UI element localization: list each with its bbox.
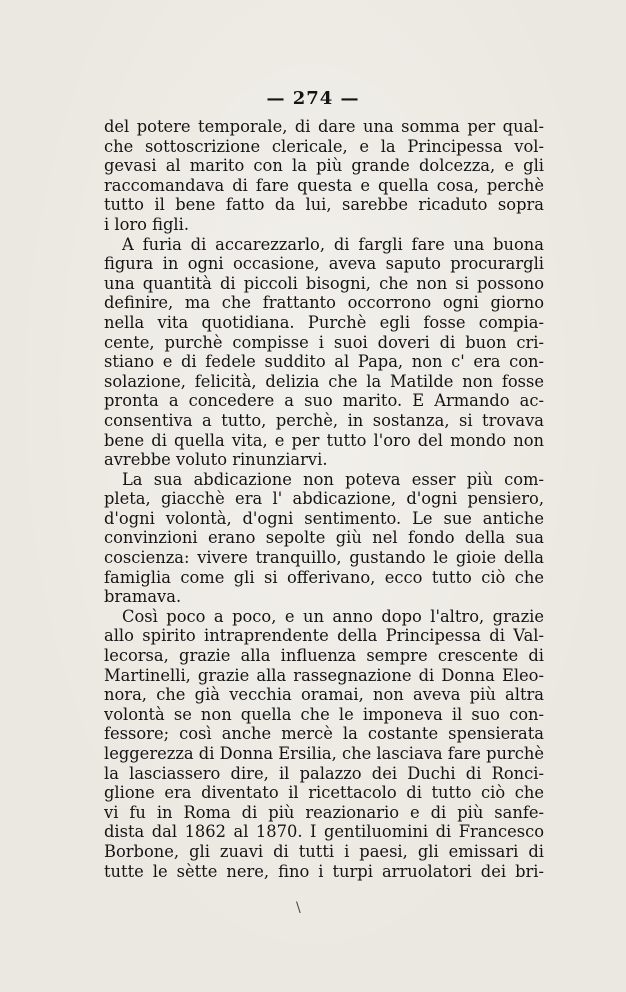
stray-ink-mark: \ bbox=[296, 900, 301, 916]
text-line: gevasi al marito con la più grande dolcezza, e gli bbox=[104, 156, 544, 176]
text-line: dista dal 1862 al 1870. I gentiluomini di Francesco bbox=[104, 822, 544, 842]
text-line: una quantità di piccoli bisogni, che non si possono bbox=[104, 273, 544, 293]
text-line: Borbone, gli zuavi di tutti i paesi, gli emissari di bbox=[104, 841, 544, 861]
text-line: d'ogni volontà, d'ogni sentimento. Le sue antiche bbox=[104, 508, 544, 528]
text-line: leggerezza di Donna Ersilia, che lasciava fare purchè bbox=[104, 744, 545, 763]
text-line: pronta a concedere a suo marito. E Armando ac- bbox=[104, 391, 544, 411]
text-line: cente, purchè compisse i suoi doveri di buon cri- bbox=[104, 332, 544, 352]
text-line: bene di quella vita, e per tutto l'oro del mondo non bbox=[104, 430, 544, 450]
text-line: definire, ma che frattanto occorrono ogni giorno bbox=[104, 293, 544, 313]
text-line: vi fu in Roma di più reazionario e di più sanfe- bbox=[104, 802, 544, 822]
body-text bbox=[104, 117, 544, 881]
text-line: la lasciassero dire, il palazzo dei Duchi di Ronci- bbox=[104, 763, 544, 783]
text-line: i loro figli. bbox=[104, 214, 190, 234]
text-line: nora, che già vecchia oramai, non aveva più altra bbox=[104, 685, 544, 705]
text-line: che sottoscrizione clericale, e la Principessa vol- bbox=[104, 136, 544, 156]
text-line: Così poco a poco, e un anno dopo l'altro, grazie bbox=[122, 606, 544, 626]
text-line: famiglia come gli si offerivano, ecco tutto ciò che bbox=[104, 567, 544, 587]
text-line: allo spirito intraprendente della Principessa di Val- bbox=[104, 626, 544, 646]
text-line: fessore; così anche mercè la costante spensierata bbox=[104, 724, 544, 744]
text-line: raccomandava di fare questa e quella cosa, perchè bbox=[104, 175, 544, 195]
text-line: lecorsa, grazie alla influenza sempre crescente di bbox=[104, 646, 544, 666]
text-line: del potere temporale, di dare una somma per qual- bbox=[104, 117, 544, 136]
text-line: volontà se non quella che le imponeva il suo con- bbox=[104, 704, 544, 724]
text-line: solazione, felicità, delizia che la Matilde non fosse bbox=[104, 371, 544, 391]
text-line: bramava. bbox=[104, 587, 182, 607]
text-line: nella vita quotidiana. Purchè egli fosse compia- bbox=[104, 312, 544, 332]
text-line: avrebbe voluto rinunziarvi. bbox=[104, 450, 328, 470]
text-line: stiano e di fedele suddito al Papa, non c' era con- bbox=[104, 352, 544, 372]
text-line: tutte le sètte nere, fino i turpi arruolatori dei bri- bbox=[104, 861, 544, 881]
page-number: — 274 — bbox=[266, 88, 360, 109]
text-line: consentiva a tutto, perchè, in sostanza, si trovava bbox=[104, 410, 544, 430]
text-line: coscienza: vivere tranquillo, gustando le gioie della bbox=[104, 548, 544, 568]
text-line: La sua abdicazione non poteva esser più com- bbox=[122, 469, 544, 489]
text-line: Martinelli, grazie alla rassegnazione di Donna Eleo- bbox=[104, 665, 544, 685]
text-line: figura in ogni occasione, aveva saputo procurargli bbox=[104, 254, 544, 274]
text-line: pleta, giacchè era l' abdicazione, d'ogni pensiero, bbox=[104, 489, 544, 509]
text-line: glione era diventato il ricettacolo di tutto ciò che bbox=[104, 783, 544, 803]
text-line: A furia di accarezzarlo, di fargli fare una buona bbox=[122, 234, 544, 254]
text-line: tutto il bene fatto da lui, sarebbe ricaduto sopra bbox=[104, 195, 544, 215]
text-line: convinzioni erano sepolte giù nel fondo della sua bbox=[104, 528, 544, 548]
